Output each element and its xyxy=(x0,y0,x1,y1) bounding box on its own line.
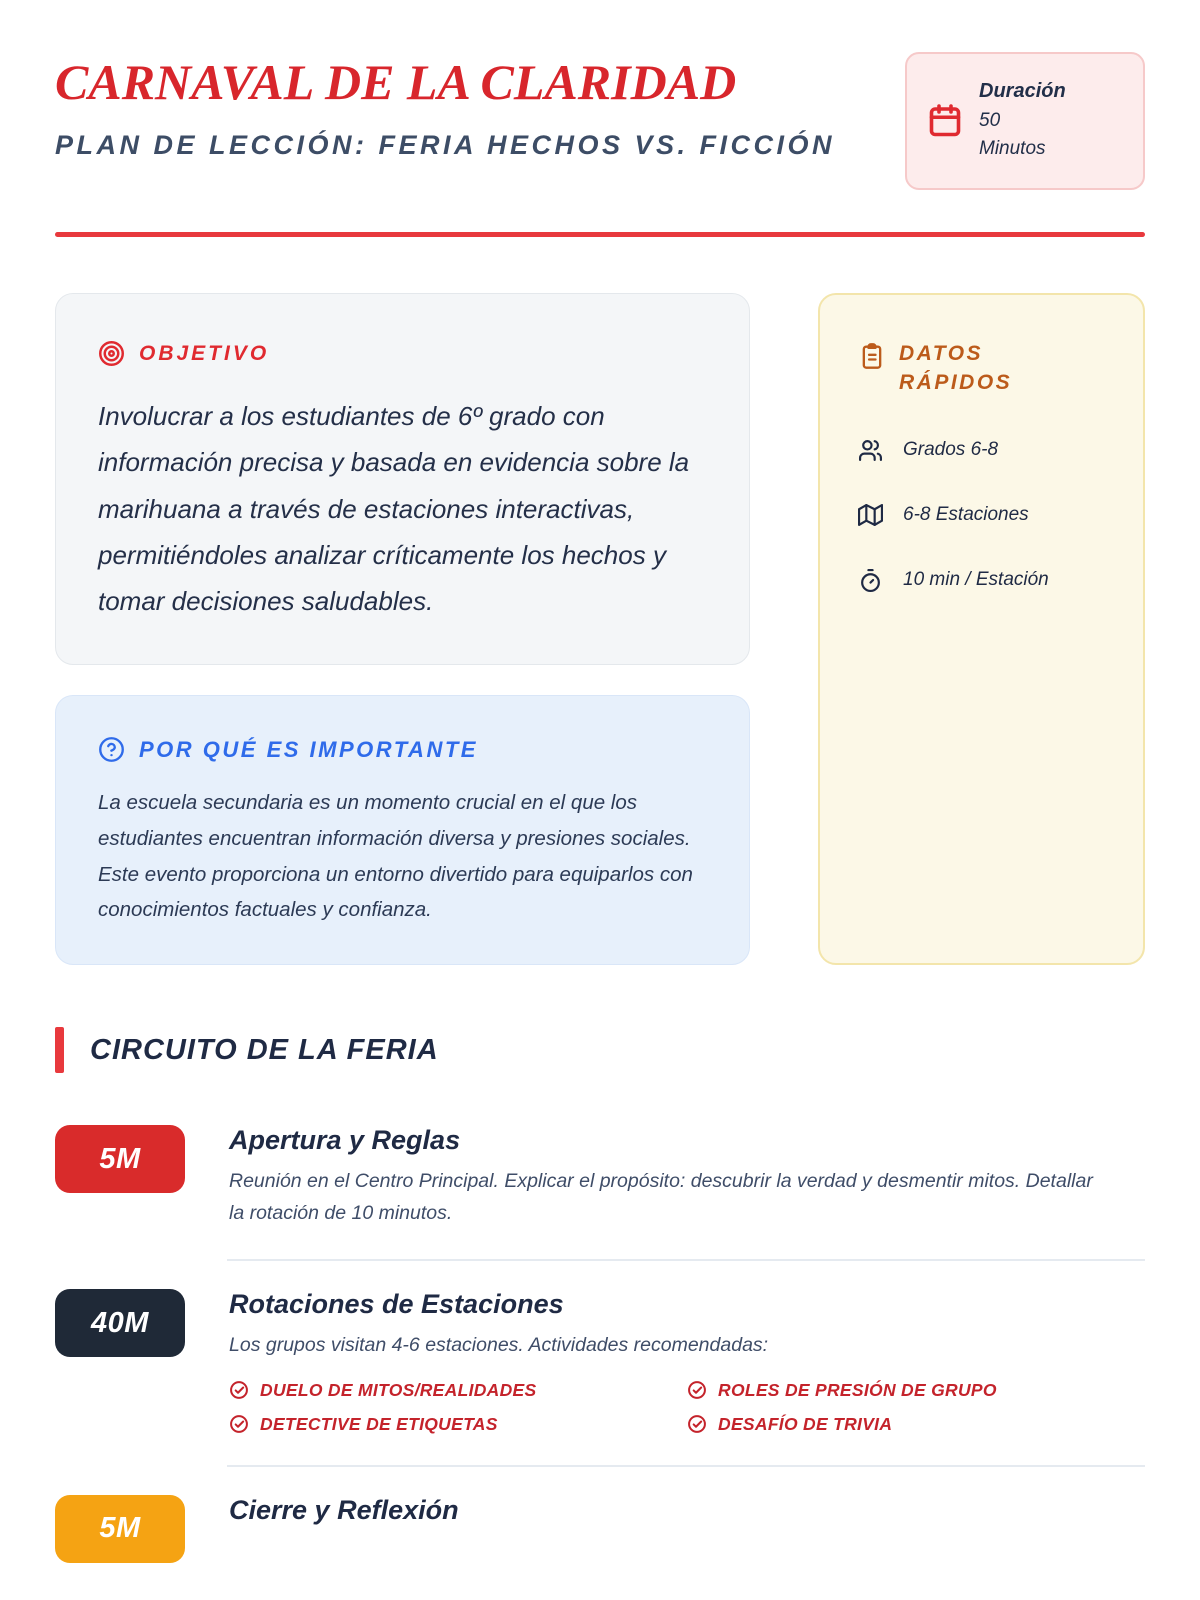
step-cierre xyxy=(55,1467,1145,1593)
activity-item xyxy=(229,1380,687,1401)
fact-item-stations xyxy=(858,503,1105,528)
fact-item-grades xyxy=(858,438,1105,463)
overview-section xyxy=(55,293,1145,965)
quick-facts-card xyxy=(818,293,1145,965)
right-column xyxy=(818,293,1145,965)
section-accent-bar xyxy=(55,1027,64,1073)
check-circle-icon xyxy=(687,1414,707,1434)
step-title: Rotaciones de Estaciones xyxy=(229,1289,564,1320)
users-icon xyxy=(858,438,883,463)
step-content xyxy=(229,1289,1145,1435)
fact-label: 6-8 Estaciones xyxy=(903,504,1029,526)
why-card xyxy=(55,695,750,965)
fact-label: Grados 6-8 xyxy=(903,439,999,461)
circuit-section-heading xyxy=(55,1027,1145,1073)
step-apertura xyxy=(55,1097,1145,1259)
duration-label: Duración xyxy=(979,80,1066,102)
activities-grid xyxy=(229,1380,1145,1435)
step-title: Cierre y Reflexión xyxy=(229,1494,459,1525)
calendar-icon xyxy=(927,103,963,139)
check-circle-icon xyxy=(687,1380,707,1400)
header xyxy=(55,50,1145,190)
check-circle-icon xyxy=(229,1414,249,1434)
title-block xyxy=(55,50,875,165)
activity-label: DESAFÍO DE TRIVIA xyxy=(718,1413,893,1434)
step-description: Reunión en el Centro Principal. Explicar el propósito: descubrir la verdad y desmentir mitos. Detallar la rotación de 10 minutos. xyxy=(229,1170,1093,1224)
duration-text xyxy=(979,80,1071,162)
objective-card xyxy=(55,293,750,665)
objective-heading: OBJETIVO xyxy=(139,341,270,365)
page-subtitle: PLAN DE LECCIÓN: FERIA HECHOS VS. FICCIÓN xyxy=(55,129,836,160)
step-content xyxy=(229,1495,1145,1563)
map-icon xyxy=(858,503,883,528)
fact-item-minutes xyxy=(858,568,1105,593)
step-title: Apertura y Reglas xyxy=(229,1125,461,1156)
step-content xyxy=(229,1125,1145,1229)
objective-heading-row xyxy=(98,340,707,367)
duration-value: 50 Minutos xyxy=(979,110,1046,159)
step-duration-badge: 40M xyxy=(55,1289,185,1357)
step-duration-badge: 5M xyxy=(55,1125,185,1193)
step-rotaciones xyxy=(55,1261,1145,1465)
fact-label: 10 min / Estación xyxy=(903,569,1049,591)
quick-facts-heading-row xyxy=(858,339,1105,398)
circuit-steps xyxy=(55,1097,1145,1593)
why-heading: POR QUÉ ES IMPORTANTE xyxy=(139,736,478,762)
why-heading-row xyxy=(98,736,707,763)
target-icon xyxy=(98,340,125,367)
activity-item xyxy=(687,1414,1145,1435)
activity-label: ROLES DE PRESIÓN DE GRUPO xyxy=(718,1379,997,1400)
step-duration-badge: 5M xyxy=(55,1495,185,1563)
activity-label: DETECTIVE DE ETIQUETAS xyxy=(260,1413,498,1434)
activity-item xyxy=(229,1414,687,1435)
left-column xyxy=(55,293,750,965)
check-circle-icon xyxy=(229,1380,249,1400)
circuit-title: CIRCUITO DE LA FERIA xyxy=(90,1033,439,1066)
duration-card xyxy=(905,52,1145,190)
header-divider xyxy=(55,232,1145,237)
activity-item xyxy=(687,1380,1145,1401)
help-circle-icon xyxy=(98,736,125,763)
why-body: La escuela secundaria es un momento crucial en el que los estudiantes encuentran información diversa y presiones sociales. Este evento proporciona un entorno divertido para equiparlos con conocimientos factuales y confianza. xyxy=(98,791,693,922)
step-description: Los grupos visitan 4-6 estaciones. Actividades recomendadas: xyxy=(229,1334,769,1357)
page-title: CARNAVAL DE LA CLARIDAD xyxy=(55,54,737,110)
quick-facts-heading: DATOS RÁPIDOS xyxy=(899,342,1013,395)
activity-label: DUELO DE MITOS/REALIDADES xyxy=(260,1379,537,1400)
clipboard-list-icon xyxy=(858,342,886,370)
objective-body: Involucrar a los estudiantes de 6º grado con información precisa y basada en evidencia sobre la marihuana a través de estaciones interactivas, permitiéndoles analizar críticamente los hechos y tomar decisiones saludables. xyxy=(98,401,690,617)
timer-icon xyxy=(858,568,883,593)
